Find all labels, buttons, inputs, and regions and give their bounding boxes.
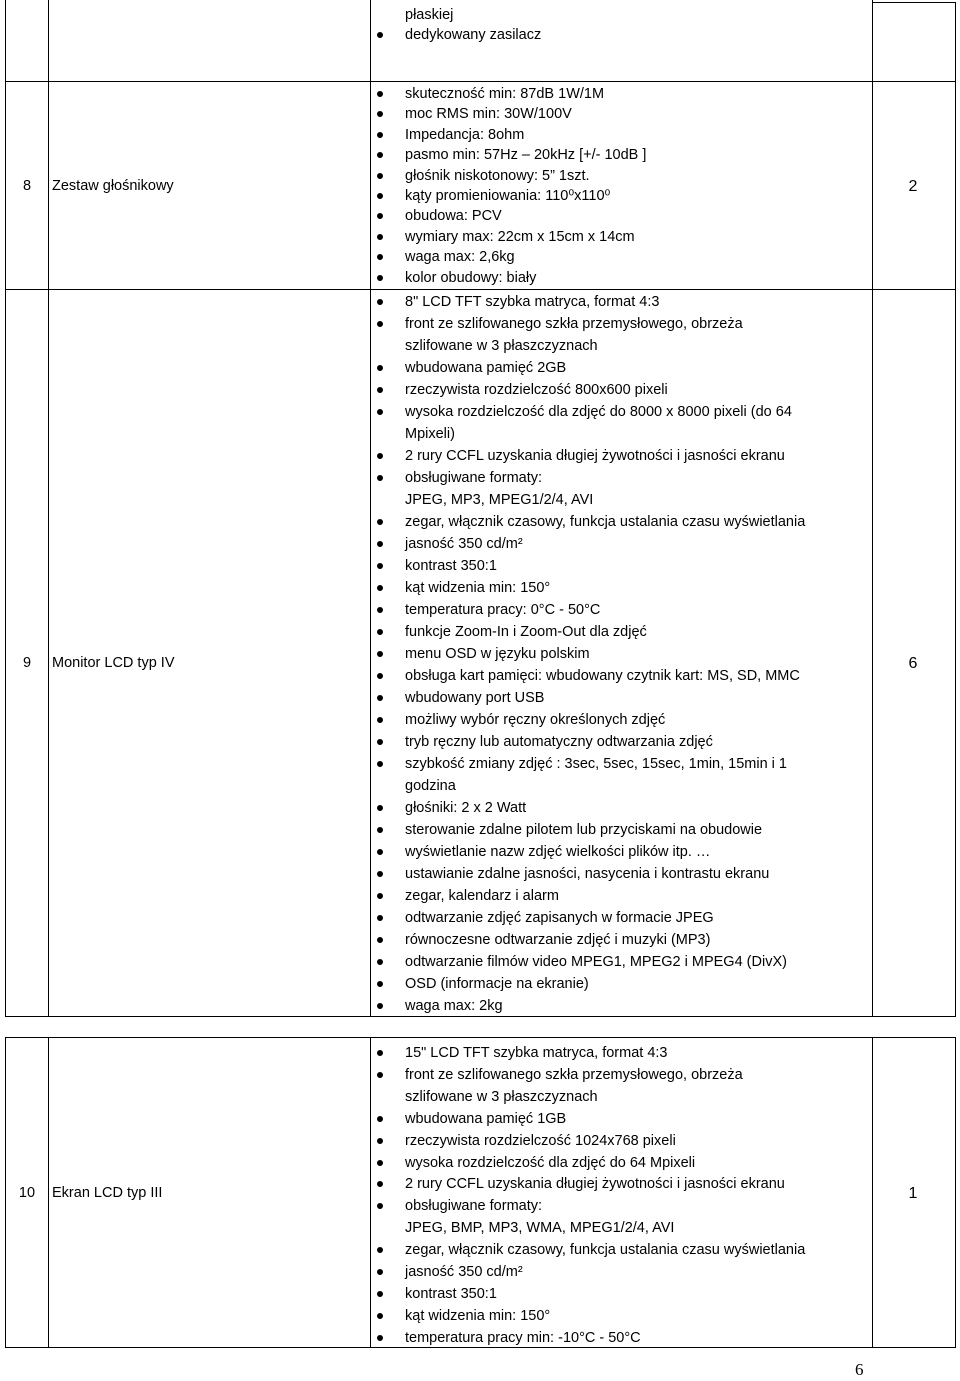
bullet-icon: [377, 541, 383, 547]
bullet-icon: [377, 213, 383, 219]
item-text: OSD (informacje na ekranie): [405, 976, 589, 992]
list-item: [405, 380, 668, 400]
bullet-icon: [377, 805, 383, 811]
item-text: zegar, włącznik czasowy, funkcja ustalania czasu wyświetlania: [405, 514, 806, 530]
bullet-icon: [377, 453, 383, 459]
item-text: waga max: 2kg: [405, 998, 503, 1014]
list-item: [405, 996, 503, 1016]
bullet-icon: [377, 1335, 383, 1341]
grid-line: [955, 2, 956, 1017]
list-item: [405, 1043, 667, 1063]
bullet-icon: [377, 651, 383, 657]
list-item: [405, 688, 544, 708]
list-item: [405, 25, 541, 45]
list-item: [405, 1306, 550, 1326]
list-item: [405, 534, 523, 554]
item-text: wysoka rozdzielczość dla zdjęć do 8000 x 8000 pixeli (do 64: [405, 404, 792, 420]
item-text: kolor obudowy: biały: [405, 269, 537, 286]
item-text: waga max: 2,6kg: [405, 249, 515, 266]
list-item: [405, 1218, 674, 1238]
bullet-icon: [377, 1116, 383, 1122]
bullet-icon: [377, 915, 383, 921]
bullet-icon: [377, 254, 383, 260]
grid-line: [872, 1037, 873, 1348]
bullet-icon: [377, 717, 383, 723]
list-item: [405, 622, 647, 642]
item-text: JPEG, MP3, MPEG1/2/4, AVI: [405, 492, 594, 508]
item-text: kąt widzenia min: 150°: [405, 580, 551, 596]
list-item: [405, 268, 536, 288]
bullet-icon: [377, 695, 383, 701]
item-text: szybkość zmiany zdjęć : 3sec, 5sec, 15sec, 1min, 15min i 1: [405, 756, 787, 772]
bullet-icon: [377, 275, 383, 281]
bullet-icon: [377, 629, 383, 635]
list-item: [405, 820, 762, 840]
item-text: kąty promieniowania: 110⁰x110⁰: [405, 188, 611, 204]
bullet-icon: [377, 173, 383, 179]
item-text: rzeczywista rozdzielczość 800x600 pixeli: [405, 382, 668, 398]
list-item: [405, 1109, 566, 1129]
item-text: wymiary max: 22cm x 15cm x 14cm: [405, 228, 635, 245]
item-text: moc RMS min: 30W/100V: [405, 106, 572, 123]
bullet-icon: [377, 365, 383, 371]
item-text: płaskiej: [405, 7, 454, 23]
bullet-icon: [377, 519, 383, 525]
bullet-icon: [377, 1072, 383, 1078]
list-item: [405, 490, 593, 510]
bullet-icon: [377, 1050, 383, 1056]
bullet-icon: [377, 1181, 383, 1187]
item-text: równoczesne odtwarzanie zdjęć i muzyki (MP3): [405, 932, 711, 948]
item-text: wbudowana pamięć 2GB: [405, 360, 567, 376]
list-item: [405, 125, 524, 145]
row-number: 9: [22, 655, 32, 671]
row-number: 8: [22, 178, 32, 194]
list-item: [405, 206, 502, 226]
list-item: [405, 1065, 743, 1085]
bullet-icon: [377, 1003, 383, 1009]
list-item: [405, 600, 600, 620]
grid-line: [872, 2, 956, 3]
item-name: Zestaw głośnikowy: [52, 178, 174, 194]
list-item: [405, 776, 456, 796]
list-item: [405, 754, 787, 774]
list-item: [405, 1153, 695, 1173]
item-text: skuteczność min: 87dB 1W/1M: [405, 86, 605, 102]
list-item: [405, 358, 566, 378]
list-item: [405, 930, 710, 950]
item-text: pasmo min: 57Hz – 20kHz [+/- 10dB ]: [405, 147, 647, 164]
bullet-icon: [377, 1160, 383, 1166]
bullet-icon: [377, 132, 383, 138]
list-item: [405, 336, 598, 356]
bullet-icon: [377, 299, 383, 305]
item-text: tryb ręczny lub automatyczny odtwarzania zdjęć: [405, 734, 713, 750]
list-item: [405, 732, 713, 752]
item-text: jasność 350 cd/m²: [405, 536, 523, 552]
bullet-icon: [377, 585, 383, 591]
list-item: [405, 886, 559, 906]
list-item: [405, 1196, 542, 1216]
grid-line: [955, 1037, 956, 1348]
item-text: 8" LCD TFT szybka matryca, format 4:3: [405, 294, 660, 310]
item-text: obsługiwane formaty:: [405, 1198, 543, 1215]
item-name: Ekran LCD typ III: [52, 1185, 163, 1201]
item-text: obsługiwane formaty:: [405, 470, 543, 486]
list-item: [405, 842, 710, 862]
grid-line: [5, 1037, 956, 1038]
item-text: front ze szlifowanego szkła przemysłowego, obrzeża: [405, 316, 743, 332]
bullet-icon: [377, 563, 383, 569]
list-item: [405, 864, 769, 884]
list-item: [405, 908, 714, 928]
grid-line: [5, 289, 956, 290]
list-item: [405, 1131, 676, 1151]
bullet-icon: [377, 193, 383, 199]
item-text: jasność 350 cd/m²: [405, 1264, 523, 1280]
bullet-icon: [377, 937, 383, 943]
list-item: [405, 446, 785, 466]
item-text: zegar, włącznik czasowy, funkcja ustalania czasu wyświetlania: [405, 1242, 806, 1259]
item-text: obudowa: PCV: [405, 208, 502, 225]
list-item: [405, 1174, 785, 1194]
item-text: odtwarzanie filmów video MPEG1, MPEG2 i MPEG4 (DivX): [405, 954, 787, 970]
item-text: szlifowane w 3 płaszczyznach: [405, 338, 598, 354]
list-item: [405, 186, 610, 206]
item-text: funkcje Zoom-In i Zoom-Out dla zdjęć: [405, 624, 647, 640]
item-text: sterowanie zdalne pilotem lub przyciskami na obudowie: [405, 822, 763, 838]
item-text: kontrast 350:1: [405, 558, 497, 574]
bullet-icon: [377, 111, 383, 117]
list-item: [405, 104, 572, 124]
item-text: kontrast 350:1: [405, 1285, 497, 1302]
bullet-icon: [377, 1247, 383, 1253]
item-text: Mpixeli): [405, 426, 455, 442]
list-item: [405, 227, 635, 247]
bullet-icon: [377, 321, 383, 327]
bullet-icon: [377, 1138, 383, 1144]
grid-line: [5, 0, 6, 1017]
bullet-icon: [377, 475, 383, 481]
grid-line: [872, 0, 873, 1017]
list-item: [405, 292, 659, 312]
item-text: rzeczywista rozdzielczość 1024x768 pixeli: [405, 1132, 676, 1149]
list-item: [405, 314, 743, 334]
item-text: głośnik niskotonowy: 5” 1szt.: [405, 167, 590, 184]
list-item: [405, 644, 590, 664]
item-text: temperatura pracy min: -10°C - 50°C: [405, 1329, 641, 1346]
bullet-icon: [377, 1203, 383, 1209]
bullet-icon: [377, 827, 383, 833]
grid-line: [370, 0, 371, 1017]
list-item: [405, 1284, 497, 1304]
list-item: [405, 424, 455, 444]
bullet-icon: [377, 91, 383, 97]
item-text: menu OSD w języku polskim: [405, 646, 590, 662]
bullet-icon: [377, 1269, 383, 1275]
bullet-icon: [377, 152, 383, 158]
list-item: [405, 247, 515, 267]
bullet-icon: [377, 409, 383, 415]
bullet-icon: [377, 1291, 383, 1297]
item-text: 2 rury CCFL uzyskania długiej żywotności i jasności ekranu: [405, 1176, 785, 1193]
bullet-icon: [377, 871, 383, 877]
item-text: 15" LCD TFT szybka matryca, format 4:3: [405, 1045, 668, 1061]
list-item: [405, 974, 589, 994]
list-item: [405, 578, 550, 598]
item-text: ustawianie zdalne jasności, nasycenia i kontrastu ekranu: [405, 866, 770, 882]
item-text: godzina: [405, 778, 456, 794]
row-number: 10: [18, 1185, 36, 1201]
item-text: wysoka rozdzielczość dla zdjęć do 64 Mpixeli: [405, 1154, 696, 1171]
list-item: [405, 5, 453, 25]
item-name: Monitor LCD typ IV: [52, 655, 175, 671]
item-text: możliwy wybór ręczny określonych zdjęć: [405, 712, 666, 728]
list-item: [405, 402, 792, 422]
list-item: [405, 468, 542, 488]
list-item: [405, 1240, 805, 1260]
item-text: wbudowana pamięć 1GB: [405, 1110, 567, 1127]
list-item: [405, 1087, 598, 1107]
list-item: [405, 1262, 523, 1282]
bullet-icon: [377, 1313, 383, 1319]
bullet-icon: [377, 959, 383, 965]
bullet-icon: [377, 607, 383, 613]
bullet-icon: [377, 981, 383, 987]
list-item: [405, 166, 590, 186]
item-text: szlifowane w 3 płaszczyznach: [405, 1088, 598, 1105]
list-item: [405, 145, 646, 165]
item-text: kąt widzenia min: 150°: [405, 1307, 551, 1324]
item-text: temperatura pracy: 0°C - 50°C: [405, 602, 601, 618]
list-item: [405, 512, 805, 532]
item-quantity: 1: [908, 1185, 918, 1202]
page-number: 6: [855, 1360, 864, 1379]
list-item: [405, 1328, 641, 1348]
item-text: odtwarzanie zdjęć zapisanych w formacie JPEG: [405, 910, 714, 926]
item-text: dedykowany zasilacz: [405, 27, 542, 43]
list-item: [405, 798, 526, 818]
item-text: Impedancja: 8ohm: [405, 126, 525, 143]
grid-line: [370, 1037, 371, 1348]
item-text: JPEG, BMP, MP3, WMA, MPEG1/2/4, AVI: [405, 1220, 675, 1237]
grid-line: [5, 1016, 956, 1017]
bullet-icon: [377, 387, 383, 393]
bullet-icon: [377, 761, 383, 767]
item-text: front ze szlifowanego szkła przemysłowego, obrzeża: [405, 1066, 743, 1083]
item-text: głośniki: 2 x 2 Watt: [405, 800, 527, 816]
list-item: [405, 666, 800, 686]
bullet-icon: [377, 32, 383, 38]
grid-line: [5, 1037, 6, 1348]
grid-line: [48, 0, 49, 1017]
item-text: wyświetlanie nazw zdjęć wielkości plików itp. …: [405, 844, 711, 860]
bullet-icon: [377, 673, 383, 679]
item-quantity: 2: [908, 178, 918, 195]
bullet-icon: [377, 849, 383, 855]
list-item: [405, 710, 665, 730]
item-text: wbudowany port USB: [405, 690, 545, 706]
bullet-icon: [377, 893, 383, 899]
list-item: [405, 556, 497, 576]
bullet-icon: [377, 234, 383, 240]
item-text: obsługa kart pamięci: wbudowany czytnik kart: MS, SD, MMC: [405, 668, 800, 684]
grid-line: [48, 1037, 49, 1348]
grid-line: [5, 81, 956, 82]
item-quantity: 6: [908, 655, 918, 672]
list-item: [405, 84, 604, 104]
list-item: [405, 952, 787, 972]
bullet-icon: [377, 739, 383, 745]
item-text: zegar, kalendarz i alarm: [405, 888, 559, 904]
item-text: 2 rury CCFL uzyskania długiej żywotności i jasności ekranu: [405, 448, 785, 464]
